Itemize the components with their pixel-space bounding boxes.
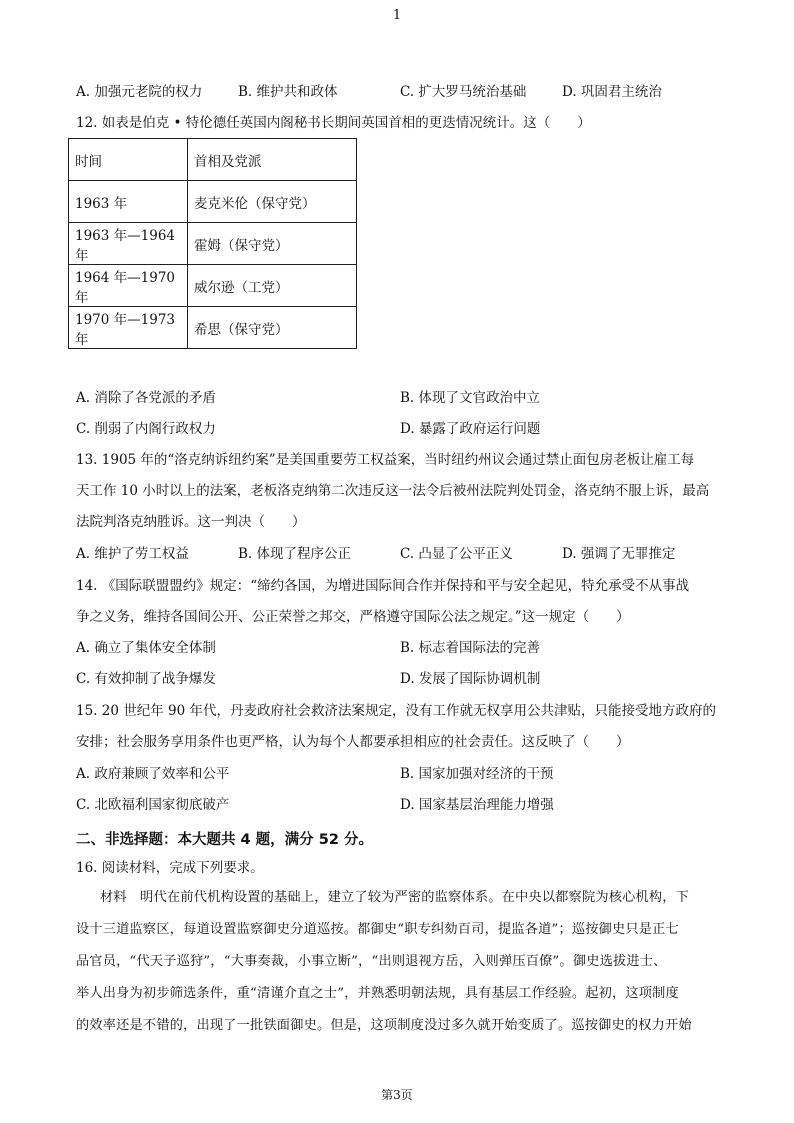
table-header-cell: 时间 [69,139,188,181]
q13-option-b: B. 体现了程序公正 [238,546,352,562]
q13-line-2: 天工作 10 小时以上的法案，老板洛克纳第二次违反这一法令后被州法院判处罚金，洛克纳不服上诉，最高 [76,483,710,499]
q13-option-d: D. 强调了无罪推定 [562,546,676,562]
q13-option-a: A. 维护了劳工权益 [76,546,189,562]
material-line: 设十三道监察区，每道设置监察御史分道巡按。都御史“职专纠劾百司，提监各道”；巡按御史只是正七 [76,922,679,937]
q12-option-b: B. 体现了文官政治中立 [400,390,541,406]
material-line: 品官员，“代天子巡狩”，“大事奏裁，小事立断”，“出则退视方岳，入则弹压百僚”。御史选拔进士、 [76,954,667,969]
q14-line-1: 14. 《国际联盟盟约》规定：“缔约各国，为增进国际间合作并保持和平与安全起见，特允承受不从事战 [76,578,690,594]
q11-option-c: C. 扩大罗马统治基础 [400,84,527,100]
q14-option-c: C. 有效抑制了战争爆发 [76,671,216,687]
table-cell: 1963 年 [69,181,188,223]
q14-option-d: D. 发展了国际协调机制 [400,671,541,687]
q13-line-3: 法院判洛克纳胜诉。这一判决（ ） [76,514,306,530]
table-cell: 1970 年—1973 年 [69,307,188,349]
table-row [69,307,357,349]
section-heading: 二、非选择题：本大题共 4 题，满分 52 分。 [76,832,373,848]
q14-option-a: A. 确立了集体安全体制 [76,640,216,656]
q14-option-b: B. 标志着国际法的完善 [400,640,541,656]
table-row [69,265,357,307]
page-footer: 第3页 [381,1088,413,1102]
q16-stem: 16. 阅读材料，完成下列要求。 [76,860,264,876]
q15-option-a: A. 政府兼顾了效率和公平 [76,766,230,782]
table-cell: 威尔逊（工党） [188,265,357,307]
material-line: 的效率还是不错的，出现了一批铁面御史。但是，这项制度没过多久就开始变质了。巡按御史的权力开始 [76,1018,692,1033]
q15-option-c: C. 北欧福利国家彻底破产 [76,797,230,813]
material-line: 材料 明代在前代机构设置的基础上，建立了较为严密的监察体系。在中央以都察院为核心机构，下 [100,890,690,905]
table-header-row [69,139,357,181]
top-page-number: 1 [392,8,402,23]
q12-option-c: C. 削弱了内阁行政权力 [76,421,216,437]
q13-line-1: 13. 1905 年的“洛克纳诉纽约案”是美国重要劳工权益案，当时纽约州议会通过禁止面包房老板让雇工每 [76,452,695,468]
pm-table [68,138,357,349]
q13-option-c: C. 凸显了公平正义 [400,546,513,562]
table-cell: 1964 年—1970 年 [69,265,188,307]
table-header-cell: 首相及党派 [188,139,357,181]
q15-line-1: 15. 20 世纪年 90 年代，丹麦政府社会救济法案规定，没有工作就无权享用公共津贴，只能接受地方政府的 [76,703,716,719]
q15-option-b: B. 国家加强对经济的干预 [400,766,554,782]
q11-option-a: A. 加强元老院的权力 [76,84,203,100]
table-row [69,223,357,265]
table-cell: 希思（保守党） [188,307,357,349]
q11-option-b: B. 维护共和政体 [238,84,338,100]
q15-line-2: 安排；社会服务享用条件也更严格，认为每个人都要承担相应的社会责任。这反映了（ ） [76,734,630,750]
q11-option-d: D. 巩固君主统治 [562,84,662,100]
table-row [69,181,357,223]
table-cell: 1963 年—1964 年 [69,223,188,265]
table-cell: 麦克米伦（保守党） [188,181,357,223]
material-line: 举人出身为初步筛选条件，重“清谨介直之士”，并熟悉明朝法规，具有基层工作经验。起初，这项制度 [76,986,679,1001]
q14-line-2: 争之义务，维持各国间公开、公正荣誉之邦交，严格遵守国际公法之规定。”这一规定（ ） [76,609,630,625]
q12-option-d: D. 暴露了政府运行问题 [400,421,541,437]
q12-option-a: A. 消除了各党派的矛盾 [76,390,216,406]
q15-option-d: D. 国家基层治理能力增强 [400,797,554,813]
table-cell: 霍姆（保守党） [188,223,357,265]
q12-stem: 12. 如表是伯克 • 特伦德任英国内阁秘书长期间英国首相的更迭情况统计。这（ ） [76,115,591,131]
